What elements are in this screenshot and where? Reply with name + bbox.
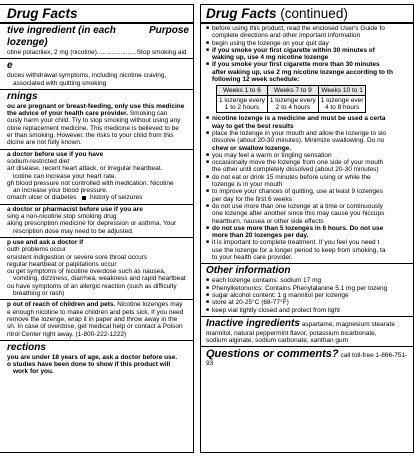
text-line: associated with quitting smoking	[13, 79, 107, 87]
list-item: ■ store at 20-25°C (68-77°F)	[206, 299, 413, 306]
text-line: the advice of your health care provider.	[7, 110, 129, 118]
list-item: art disease, recent heart attack, or irregular heartbeat.	[7, 165, 163, 173]
subsection-heading: a doctor or pharmacist before use if you are	[7, 205, 143, 213]
text-line: sh. In case of overdose, get medical help or contact a Poison	[7, 323, 183, 331]
uses-section	[0, 59, 193, 90]
list-item: ersistent indigestion or severe sore throat occurs	[7, 253, 148, 261]
subsection-heading: p use and ask a doctor if	[7, 238, 84, 246]
bullet-square-icon	[82, 196, 86, 200]
purpose-heading: Purpose	[148, 25, 189, 36]
list-item: ■ begin using the lozenge on your quit day	[206, 40, 413, 47]
list-item: icotine can increase your heart rate.	[13, 172, 117, 180]
text-line: work for you.	[13, 368, 54, 376]
ask-pharmacist-section	[0, 205, 193, 238]
text-line: you are under 18 years of age, ask a doctor before use.	[7, 353, 178, 361]
list-item: ■ to improve your chances of quitting, use at least 9 lozenges per day for the first 6 weeks	[206, 188, 413, 203]
list-item: breathing or rash)	[13, 290, 65, 298]
active-ingredient-line: otine polacrilex, 2 mg (nicotine)......................Stop smoking aid	[7, 49, 187, 56]
panel-title	[201, 5, 413, 24]
text-line: ou are pregnant or breast-feeding, only use this medicine	[7, 102, 185, 110]
list-item: rescription dose may need to be adjusted.	[13, 227, 134, 235]
list-item: ■ do not eat or drink 15 minutes before using or while the lozenge is in your mouth	[206, 174, 413, 189]
table-header: Weeks 1 to 6	[217, 86, 268, 96]
list-item: an increase your blood pressure.	[13, 187, 108, 195]
table-cell: 1 lozenge ever 4 to 8 hours	[318, 96, 366, 113]
list-item: sing a non-nicotine stop smoking drug	[7, 213, 117, 221]
list-item: outh problems occur	[7, 246, 66, 254]
text-line: p out of reach of children and pets.	[7, 301, 116, 309]
list-item: ■ place the lozenge in your mouth and allow the lozenge to slo dissolve (about 20-30 minutes). Minimize swallowing. Do no chew or swallow lozenge.	[206, 130, 413, 152]
section-heading: rnings	[7, 90, 38, 102]
section-heading: e	[7, 60, 13, 72]
text-line: e enough nicotine to make children and pets sick. If you need	[7, 308, 184, 316]
text-line: dicine are not fully known.	[7, 139, 82, 147]
list-item: ■ nicotine lozenge is a medicine and must be used a certa way to get the best results	[206, 115, 413, 130]
list-item: ou have symptoms of an allergic reaction (such as difficulty	[7, 282, 177, 290]
text-line: otine replacement medicine. This medicine is believed to be	[7, 124, 179, 132]
text-line: Nicotine lozenges may	[117, 301, 183, 309]
table-cell: 1 lozenge every 2 to 4 hours	[267, 96, 318, 113]
list-item: ■ keep vial tightly closed and protect from light	[206, 307, 413, 314]
directions-continued-section	[201, 24, 413, 264]
section-heading: Inactive ingredients	[206, 317, 300, 329]
panel-title-text: Drug Facts	[206, 6, 277, 21]
list-item: ■ sugar alcohol content: 1 g mannitol per lozenge	[206, 292, 413, 299]
section-heading: Questions or comments?	[206, 348, 339, 361]
text-line: ously harm your child. Try to stop smoking without using any	[7, 117, 181, 125]
text-line: sodium alginate, sodium carbonate, xanthan gum	[206, 337, 349, 345]
list-item: sodium-restricted diet	[7, 157, 70, 165]
list-item: aking prescription medicine for depression or asthma. Your	[7, 220, 177, 228]
list-item: ■ Phenylketonurics: Contains Phenylalanine 5.1 mg per lozeng	[206, 285, 413, 292]
list-item: ■ it is important to complete treatment. If you feel you need t use the lozenge for a longer period to keep from smoking, ta to your health care provider.	[206, 239, 413, 261]
text-line: aspartame, magnesium stearate	[301, 320, 395, 328]
list-item: omach ulcer or diabetes	[7, 194, 77, 202]
list-item: ■ if you smoke your first cigarette within 30 minutes of waking up, use 4 mg nicotine lozenge	[206, 47, 413, 62]
section-heading: rections	[7, 341, 46, 353]
table-cell: 1 lozenge every 1 to 2 hours	[217, 96, 268, 113]
other-information-section	[201, 264, 413, 316]
list-item: ■ you may feel a warm or tingling sensation	[206, 152, 413, 159]
table-header: Weeks 10 to 1	[318, 86, 366, 96]
active-ingredient-section	[0, 24, 193, 59]
keep-out-of-reach-section	[0, 300, 193, 340]
list-item: ■ occasionally move the lozenge from one side of your mouth the other until completely dissolved (about 20-30 minutes)	[206, 159, 413, 174]
text-line: er than smoking. However, the risks to your child from this	[7, 132, 174, 140]
drug-facts-panel-right	[200, 4, 414, 453]
text-line: o studies have been done to show if this product will	[7, 361, 171, 369]
questions-section	[201, 347, 413, 370]
stop-use-section	[0, 238, 193, 300]
list-item: ■ before using this product, read the enclosed User's Guide fo complete directions and other important information	[206, 25, 413, 40]
section-heading: Other information	[206, 265, 291, 277]
panel-title: Drug Facts	[0, 5, 193, 24]
table-header: Weeks 7 to 9	[267, 86, 318, 96]
continued-label: (continued)	[280, 6, 348, 21]
inactive-ingredients-section	[201, 317, 413, 348]
text-line: duces withdrawal symptoms, including nicotine craving,	[7, 72, 167, 80]
list-item: gh blood pressure not controlled with medication. Nicotine	[7, 179, 174, 187]
text-line: mannitol, natural peppermint flavor, potassium bicarbonate,	[206, 329, 377, 337]
list-item: ou get symptoms of nicotine overdose such as nausea,	[7, 268, 166, 276]
list-item: history of seizures	[90, 194, 143, 202]
table-row	[217, 96, 366, 113]
phone-number: call toll-free 1-866-751-93	[206, 352, 408, 368]
subsection-heading: a doctor before use if you have	[7, 150, 104, 158]
directions-section	[0, 341, 193, 378]
ask-doctor-section	[0, 150, 193, 205]
text-line: ntrol Center right away. (1-800-222-1222)	[7, 330, 127, 338]
list-item: regular heartbeat or palpitations occur	[7, 260, 117, 268]
text-line: Smoking can	[129, 110, 168, 118]
warnings-section	[0, 90, 193, 150]
text-line: remove the lozenge, wrap it in paper and throw away in the	[7, 315, 178, 323]
section-heading: tive ingredient (in each lozenge)	[7, 25, 116, 48]
list-item: vomiting, dizziness, diarrhea, weakness and rapid heartbeat	[13, 275, 186, 283]
dosing-schedule-table	[216, 85, 366, 113]
list-item: ■ if you smoke your first cigarette more than 30 minutes after waking up, use 2 mg nicotine lozenge according to th following 12 week schedule:	[206, 61, 413, 83]
list-item: ■ do not use more than 5 lozenges in 6 hours. Do not use more than 20 lozenges per day.	[206, 225, 413, 240]
list-item: ■ do not use more than one lozenge at a time or continuously one lozenge after another since this may cause you hiccups heartburn, nausea or other side effects	[206, 203, 413, 225]
list-item: ■ each lozenge contains: sodium 17 mg	[206, 277, 413, 284]
drug-facts-panel-left	[0, 4, 194, 453]
